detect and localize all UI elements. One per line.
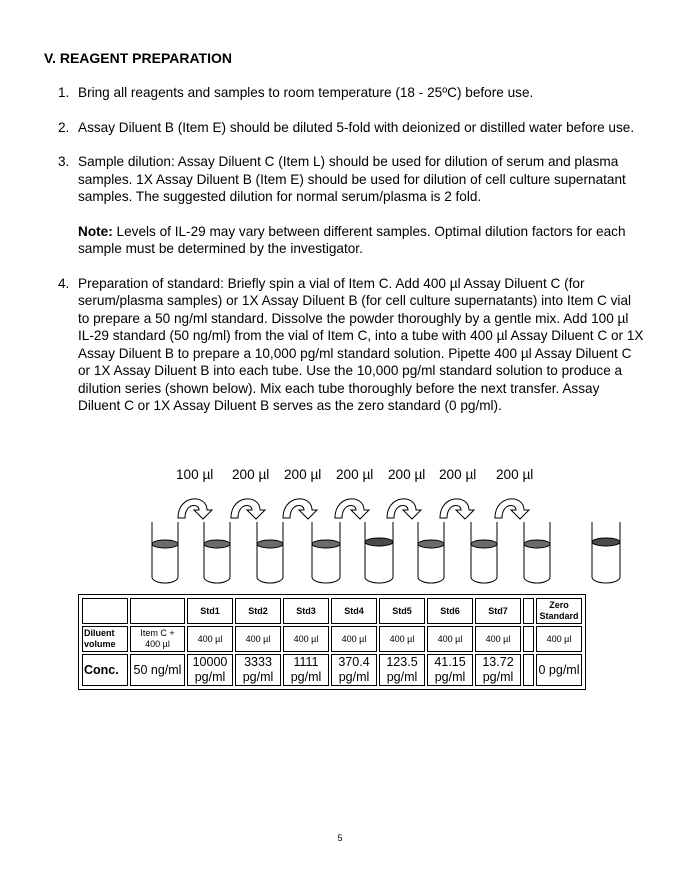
tube-icon: [257, 522, 283, 583]
table-cell: [130, 598, 185, 624]
tube-icon: [418, 522, 444, 583]
dilution-table: [80, 596, 584, 688]
transfer-volume-label: 200 µl: [496, 467, 534, 482]
table-cell: [82, 598, 128, 624]
transfer-arrow-icon: [440, 499, 474, 519]
table-cell: Item C + 400 µl: [130, 626, 185, 652]
table-cell: 400 µl: [379, 626, 425, 652]
transfer-arrow-icon: [231, 499, 265, 519]
table-header-cell: Std3: [283, 598, 329, 624]
table-header-cell: Std5: [379, 598, 425, 624]
table-cell: 400 µl: [427, 626, 473, 652]
tube-icon: [471, 522, 497, 583]
step-text: Assay Diluent B (Item E) should be diluted 5-fold with deionized or distilled water before use.: [78, 119, 635, 135]
table-header-row: [82, 598, 582, 624]
table-cell: 400 µl: [235, 626, 281, 652]
steps-list: [44, 84, 644, 432]
step-text: Bring all reagents and samples to room temperature (18 - 25ºC) before use.: [78, 85, 534, 100]
step-4: [44, 275, 644, 415]
transfer-volume-label: 200 µl: [284, 467, 322, 482]
step-1: [44, 84, 644, 102]
table-cell: 400 µl: [331, 626, 377, 652]
step-2: [44, 119, 644, 137]
row-header: Conc.: [82, 654, 128, 686]
table-header-cell: Std7: [475, 598, 521, 624]
transfer-volume-label: 200 µl: [388, 467, 426, 482]
step-text: Sample dilution: Assay Diluent C (Item L) should be used for dilution of serum and plasma samples. 1X Assay Diluent B (Item E) should be used for dilution of cell culture supernatant samples. The suggested dilution for normal serum/plasma is 2 fold.: [78, 154, 626, 204]
dilution-table-frame: [78, 594, 586, 690]
step-number: 4.: [58, 275, 70, 291]
table-cell: 1111 pg/ml: [283, 654, 329, 686]
dilution-diagram: [0, 460, 680, 590]
table-cell: 123.5 pg/ml: [379, 654, 425, 686]
table-header-cell: Std1: [187, 598, 233, 624]
tube-icon: [204, 522, 230, 583]
tubes-and-arrows-svg: [0, 460, 680, 590]
table-cell: [523, 626, 534, 652]
table-cell: 0 pg/ml: [536, 654, 582, 686]
table-cell: [523, 654, 534, 686]
tube-icon: [365, 522, 393, 583]
table-header-cell: Std2: [235, 598, 281, 624]
table-cell: 10000 pg/ml: [187, 654, 233, 686]
table-cell: 400 µl: [187, 626, 233, 652]
zero-standard-tube-icon: [592, 522, 620, 583]
step-number: 1.: [58, 85, 70, 100]
table-header-cell: Zero Standard: [536, 598, 582, 624]
step-3: [44, 153, 644, 258]
step-text: Preparation of standard: Briefly spin a vial of Item C. Add 400 µl Assay Diluent C (for serum/plasma samples) or 1X Assay Diluent B (for cell culture supernatants) into Item C vial to prepare a 50 ng/ml standard. Dissolve the powder thoroughly by a gentle mix. Add 100 µl IL-29 standard (50 ng/ml) from the vial of Item C, into a tube with 400 µl Assay Diluent C or 1X Assay Diluent B to prepare a 10,000 pg/ml standard solution. Pipette 400 µl Assay Diluent C or 1X Assay Diluent B into each tube. Use the 10,000 pg/ml standard solution to produce a dilution series (shown below). Mix each tube thoroughly before the next transfer. Assay Diluent C or 1X Assay Diluent B serves as the zero standard (0 pg/ml).: [78, 275, 644, 413]
table-cell: 3333 pg/ml: [235, 654, 281, 686]
transfer-arrows: [178, 499, 529, 519]
step-number: 3.: [58, 154, 70, 169]
transfer-volume-label: 200 µl: [336, 467, 374, 482]
section-title: V. REAGENT PREPARATION: [44, 50, 232, 66]
tubes: [152, 522, 620, 583]
transfer-volume-label: 200 µl: [439, 467, 477, 482]
table-cell: 400 µl: [283, 626, 329, 652]
table-cell: 41.15 pg/ml: [427, 654, 473, 686]
tube-icon: [152, 522, 178, 583]
note-text: Levels of IL-29 may vary between different samples. Optimal dilution factors for each sample must be determined by the investigator.: [78, 223, 626, 256]
step-number: 2.: [58, 119, 70, 135]
step-note: [78, 223, 644, 258]
transfer-volume-label: 200 µl: [232, 467, 270, 482]
transfer-volume-label: 100 µl: [176, 467, 214, 482]
table-cell: [523, 598, 534, 624]
transfer-arrow-icon: [335, 499, 369, 519]
diluent-volume-row: [82, 626, 582, 652]
row-header: Diluent volume: [82, 626, 128, 652]
table-cell: 50 ng/ml: [130, 654, 185, 686]
table-header-cell: Std6: [427, 598, 473, 624]
table-header-cell: Std4: [331, 598, 377, 624]
transfer-arrow-icon: [178, 499, 212, 519]
table-cell: 370.4 pg/ml: [331, 654, 377, 686]
transfer-arrow-icon: [283, 499, 317, 519]
tube-icon: [524, 522, 550, 583]
note-label: Note:: [78, 223, 113, 239]
transfer-arrow-icon: [387, 499, 421, 519]
concentration-row: [82, 654, 582, 686]
table-cell: 13.72 pg/ml: [475, 654, 521, 686]
page-number: 5: [337, 833, 343, 843]
table-cell: 400 µl: [536, 626, 582, 652]
table-cell: 400 µl: [475, 626, 521, 652]
transfer-arrow-icon: [495, 499, 529, 519]
tube-icon: [312, 522, 340, 583]
